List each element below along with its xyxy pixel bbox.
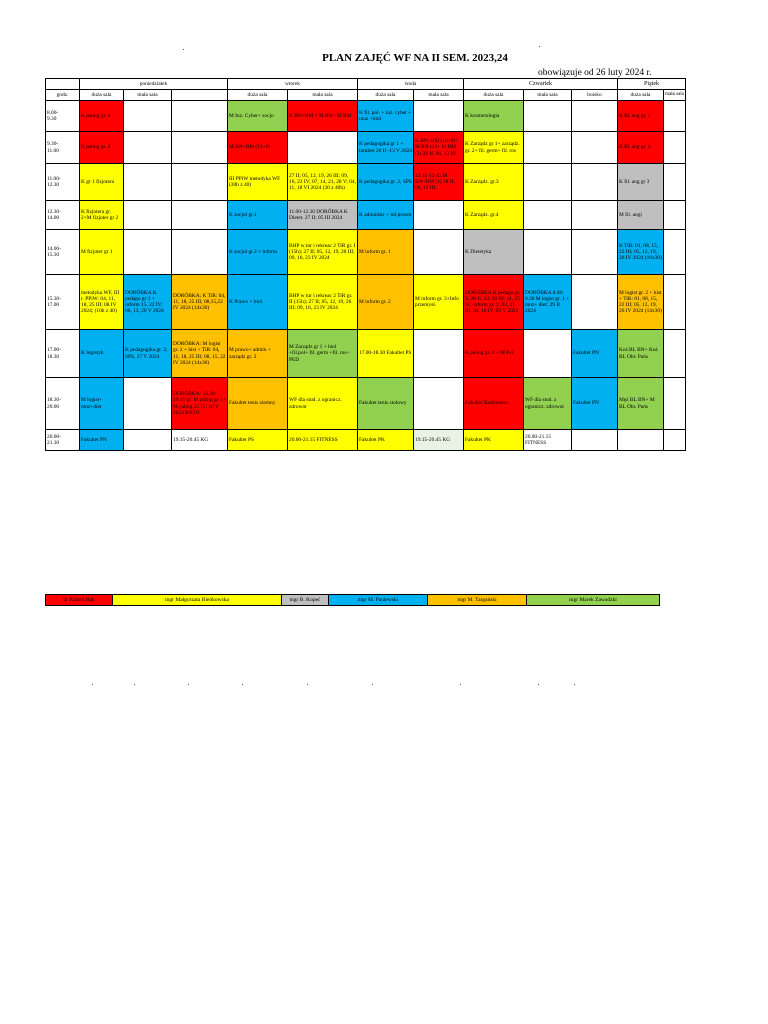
class-cell: 27 II; 05, 12, 19, 26 III; 09, 16, 23 IV; 07, 14, 21, 28 V; 04, 11, 18 VI 2024 (30 z 40h) [288,164,358,201]
schedule-row [46,330,686,378]
class-cell [664,230,686,275]
class-cell [124,230,172,275]
class-cell: M fil. angi [618,201,664,230]
legend-item: mgr Małgorzata Bieńkowska [113,595,282,606]
class-cell: Fakultet PN [572,378,618,430]
stray-dot [307,684,308,685]
class-cell: M Inz. Cyber+ socjo [228,101,288,132]
class-cell: DORÓBKA K pedago gr. 3; 28 II, 24, 28 III; 11, 25 IV; inform gr. 2: 03, 21 III, 04, 18 IV, 09 V 2024 [464,275,524,330]
schedule-row [46,164,686,201]
day-header-row [46,79,686,90]
time-slot: 8.00- 9.30 [46,101,80,132]
room-header: mała sala [664,90,686,101]
class-cell: M fizjoter gr 1 [80,230,124,275]
class-cell [524,132,572,164]
class-cell [664,430,686,451]
day-thursday: Czwartek [464,79,618,90]
class-cell: K psling gr. 1 + M Psl. [464,330,524,378]
time-slot: 9.30- 11.00 [46,132,80,164]
class-cell: K BN+BM + M BN+ M BM [288,101,358,132]
corner-cell [46,79,80,90]
class-cell [414,201,464,230]
class-cell: BHP w tur i rekreac 2 TiR gr. II (15h); 27 II; 05, 12, 19, 26 III; 09, 16, 23 IV 2024 [288,275,358,330]
room-header: duża sala [618,90,664,101]
schedule-row [46,132,686,164]
stray-dot [460,684,461,685]
class-cell [124,378,172,430]
class-cell: DORÓBKA: M logist gr. 2 + hist + TiR: 04, 11, 18, 25 III; 08, 15, 22 IV 2024 (14x30) [172,330,228,378]
class-cell [414,101,464,132]
class-cell: 20.00-21.15 FITNESS [524,430,572,451]
class-cell: BHP w tur i rekreac 2 TiR gr. I (15h); 27 II; 05, 12, 19, 26 III; 09, 16, 23 IV 2024 [288,230,358,275]
class-cell [172,230,228,275]
stray-dot [134,684,135,685]
class-cell [572,230,618,275]
class-cell: Koś BL BN+ Koś BL Obr. Pańs [618,330,664,378]
class-cell: K kosmetologia [464,101,524,132]
class-cell: DORÓBKA; K TiR: 04, 11, 18, 25 III; 08,15,22 IV 2024 (14x30) [172,275,228,330]
time-slot: 14.00- 15.30 [46,230,80,275]
room-header: boisko [572,90,618,101]
class-cell [618,430,664,451]
class-cell [124,132,172,164]
class-cell [572,101,618,132]
class-cell [172,164,228,201]
class-cell [524,101,572,132]
class-cell: DORÓBKA K pedago gr 1 + inform 15, 22 IV; 06, 13, 20 V 2024 [124,275,172,330]
class-cell [572,275,618,330]
schedule-row [46,101,686,132]
class-cell: K fil. ang gr 3 [618,164,664,201]
legend-item: dr Robert Bąk [46,595,113,606]
class-cell: metodyka WF, III r. PPiW: 04, 11, 18, 25 III; 08 IV 2024; (10h z 40) [80,275,124,330]
stray-dot [539,46,540,47]
class-cell: K administr + inf.przem [358,201,414,230]
class-cell: III PPiW metodyka WF (30h z 40) [228,164,288,201]
class-cell: M logist+ mnz+diet [80,378,124,430]
class-cell [524,330,572,378]
class-cell: 12.15-13.45 M BN+BM (4) 28 II; 06, 13 III; [414,164,464,201]
class-cell: Fakultet PK [358,430,414,451]
class-cell: K TiR: 01, 08, 15, 22 III; 05, 12, 19, 26 IV 2024 (16x30) [618,230,664,275]
schedule-table [45,78,686,451]
class-cell [572,430,618,451]
room-header: duża sala [358,90,414,101]
schedule-row [46,201,686,230]
class-cell [572,164,618,201]
class-cell: Fakultet PN [572,330,618,378]
class-cell [172,201,228,230]
room-header: mała sala [288,90,358,101]
class-cell: DORÓBKA 8.00-9.30 M logist gr. 1 + mnz+ diet: 29 II 2024 [524,275,572,330]
teacher-legend [45,594,660,606]
schedule-row [46,378,686,430]
class-cell: Fakultet PN [80,430,124,451]
class-cell: K Zarządz. gr.4 [464,201,524,230]
hour-column-header: godz. [46,90,80,101]
class-cell [664,330,686,378]
class-cell [124,164,172,201]
day-friday: Piątek [618,79,686,90]
schedule-row [46,430,686,451]
class-cell: K BN+BM (10+9)+ M BN (13+ M BM (2) 28 II, 06, 13 III [414,132,464,164]
class-cell: Fakultet PS [228,430,288,451]
room-header: duża sala [80,90,124,101]
class-cell: K pedagogika gr. 2, SPS [358,164,414,201]
class-cell: 19.15-20.45 KG [172,430,228,451]
class-cell: WF dla stud. z ogranicz. zdrowot [524,378,572,430]
class-cell: WF dla stud. z ogranicz. zdrowot [288,378,358,430]
room-header-row [46,90,686,101]
class-cell: Fakultet tenis ziemny [228,378,288,430]
stray-dot [183,49,184,50]
valid-from-note: obowiązuje od 26 luty 2024 r. [538,68,652,78]
class-cell: K Zarządz. gr.3 [464,164,524,201]
class-cell [414,378,464,430]
class-cell: M inform gr. 2 [358,275,414,330]
class-cell: K Dietetyka [464,230,524,275]
class-cell [664,275,686,330]
class-cell: K fil. ang gr. 2 [618,132,664,164]
day-tuesday: wtorek [228,79,358,90]
class-cell: 17.00-18.30 Fakultet PS [358,330,414,378]
time-slot: 15.30- 17.00 [46,275,80,330]
stray-dot [574,684,575,685]
room-header: duża sala [464,90,524,101]
class-cell: K pedagogika gr. 2, SPS, 27 V 2024 [124,330,172,378]
stray-dot [242,684,243,685]
class-cell: Fakultet PK [464,430,524,451]
class-cell [664,378,686,430]
class-cell: M logist gr. 2 + hist + TiR: 01, 08, 15, 22 III; 05, 12, 19, 26 IV 2024 (14x30) [618,275,664,330]
time-slot: 20.00- 21.30 [46,430,80,451]
legend-item: mgr B. Kopeć [282,595,329,606]
class-cell: Fakultet Badminton [464,378,524,430]
class-cell [414,330,464,378]
class-cell: K gr 1 fizjotera [80,164,124,201]
class-cell: M inform gr. 1 [358,230,414,275]
time-slot: 17.00- 18.30 [46,330,80,378]
class-cell: Męż BL BN+ M BL Obr. Pańs [618,378,664,430]
class-cell [124,101,172,132]
room-header: mała sala [524,90,572,101]
class-cell: K pedagogika gr 1 + intuitre 28 II -13 V 2024 [358,132,414,164]
class-cell: K fizjotera gr. 2+M fizjoter gr 2 [80,201,124,230]
legend-item: mgr M. Targański [428,595,527,606]
class-cell [524,164,572,201]
class-cell [664,164,686,201]
legend-item: mgr M. Paulewski [329,595,428,606]
class-cell: K Prawo + biol [228,275,288,330]
class-cell: K logistyk [80,330,124,378]
class-cell: K Zarządz gr 1+ zarządz. gr. 2+ fil. germ+ fil. ros [464,132,524,164]
schedule-row [46,230,686,275]
stray-dot [538,684,539,685]
room-header: mała sala [414,90,464,101]
time-slot: 18.30- 20.00 [46,378,80,430]
class-cell [664,101,686,132]
time-slot: 11.00- 12.30 [46,164,80,201]
class-cell [288,132,358,164]
room-header [172,90,228,101]
class-cell: 20.00-21.15 FITNESS [288,430,358,451]
class-cell [172,101,228,132]
time-slot: 12.30- 14.00 [46,201,80,230]
room-header: duża sala [228,90,288,101]
stray-dot [188,684,189,685]
class-cell: M Zarządz gr 1 + biol +fil.pol+ fil. germ +fil. ros+ PED [288,330,358,378]
class-cell: K psling gr. 1 [80,101,124,132]
class-cell [172,132,228,164]
stray-dot [92,684,93,685]
class-cell [572,132,618,164]
room-header: mała sala [124,90,172,101]
class-cell [124,430,172,451]
class-cell [524,230,572,275]
class-cell [664,132,686,164]
day-monday: poniedziałek [80,79,228,90]
class-cell: K psling gr. 2 [80,132,124,164]
class-cell: K fil. pol. + inż. cyber + inuz +biol [358,101,414,132]
class-cell [414,230,464,275]
stray-dot [372,684,373,685]
class-cell: K fil. ang gr. 1 [618,101,664,132]
class-cell: Fakultet tenis stołowy [358,378,414,430]
class-cell: 19.15-20.45 KG [414,430,464,451]
legend-item: mgr Marek Zawadzki [527,595,660,606]
class-cell [572,201,618,230]
class-cell: M prawo+ admin + zarządz gr. 2 [228,330,288,378]
class-cell: K socjol gr.1 [228,201,288,230]
class-cell: DORÓBKA: 18.30-19.15 gr. M psling gr 1+ M psling 25 IV; 16 V 2024 BN/03 [172,378,228,430]
class-cell: M inform gr. 3+Info przemysł. [414,275,464,330]
class-cell: K socjol gr.2 + inform [228,230,288,275]
class-cell [664,201,686,230]
class-cell: M BN+BM (13+9) [228,132,288,164]
page-title: PLAN ZAJĘĆ WF NA II SEM. 2023,24 [322,52,508,64]
schedule-row [46,275,686,330]
class-cell [124,201,172,230]
class-cell: 11.00-12.30 DORÓBKA K Dietet. 27 II; 05 III 2024 [288,201,358,230]
day-wednesday: środa [358,79,464,90]
class-cell [524,201,572,230]
